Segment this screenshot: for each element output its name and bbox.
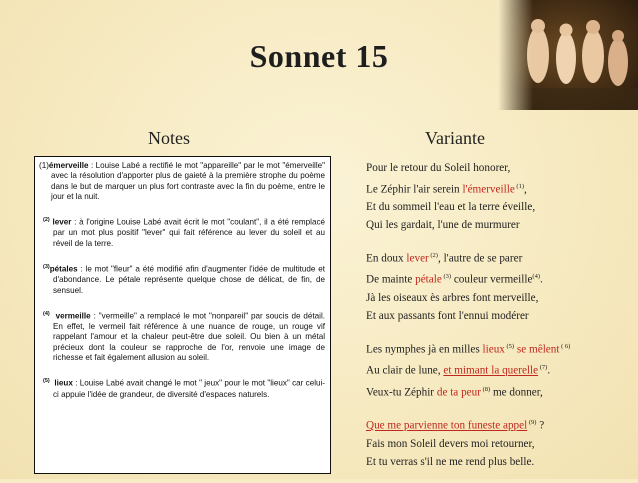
stanza-1 (366, 160, 634, 235)
notes-box (34, 156, 331, 474)
highlighted-word: se mêlent (514, 343, 560, 356)
note-item (39, 264, 325, 296)
poem-line: Que me parvienne ton funeste appel $^{(9)}$ ? (366, 419, 545, 432)
note-number: (3) (43, 264, 50, 271)
poem-line: Pour le retour du Soleil honorer, (366, 162, 511, 174)
highlighted-word: pétale (415, 274, 442, 287)
highlighted-word: l'émerveille (462, 183, 515, 196)
note-term: lieux (54, 379, 73, 389)
painting-image (498, 0, 638, 110)
note-text: : Louise Labé a rectifié le mot "appareille" par le mot "émerveille" avec la résolution d'apporter plus de gaieté à la première strophe du poème dans le but de marquer un plus fort contraste avec la fin du poème, entre le jour et la nuit. (51, 161, 325, 202)
poem-line: Et aux passants font l'ennui modérer (366, 309, 529, 322)
stanza-3 (366, 338, 634, 403)
note-text: : le mot "fleur" a été modifié afin d'augmenter l'idée de multitude et d'abondance. Le pétale représente quelque chose de délicat, de fin, de sensuel. (53, 264, 325, 295)
poem-line: Et du sommeil l'eau et la terre éveille, (366, 201, 536, 214)
variante-heading: Variante (425, 128, 485, 148)
poem-line: Qui les gardait, l'une de murmurer (366, 219, 520, 232)
note-term: pétales (49, 264, 78, 274)
notes-heading: Notes (148, 128, 190, 148)
note-number: (4) (43, 310, 50, 317)
poem-line: Veux-tu Zéphir de ta peur $^{(8)}$ me donner, (366, 385, 543, 399)
highlighted-word: et mimant la querelle (443, 364, 539, 377)
poem-line: Les nymphes jà en milles lieux $^{(5)}$ se mêlent $^{( 6)}$ (366, 342, 571, 356)
highlighted-word: Que me parvienne ton funeste appel (366, 419, 528, 432)
highlighted-word: de ta peur (436, 386, 481, 399)
note-term: lever (52, 218, 72, 228)
note-item (39, 378, 325, 399)
note-number: (1) (39, 161, 49, 170)
note-number: (5) (43, 378, 50, 385)
highlighted-word: lever (406, 252, 429, 265)
note-text: : Louise Labé avait changé le mot " jeux" pour le mot "lieux" car celui-ci appuie l'idée de grandeur, de diversité d'espaces naturels. (53, 379, 325, 399)
page-title: Sonnet 15 (249, 38, 389, 74)
poem-line: Le Zéphir l'air serein l'émerveille $^{(1)}$, (366, 182, 527, 196)
note-item (39, 161, 325, 202)
note-term: vermeille (55, 311, 91, 321)
stanza-4 (366, 414, 634, 471)
note-text: : "vermeille" a remplacé le mot "nonpareil" par soucis de détail. En effet, le vermeil fait référence à une nuance de rouge, un rouge vif rappelant l'amour et la chaleur peut-être due soleil. Ou bien à un métal précieux dont la couleur se rapproche de l'or, renvoie une image de richesse et fait également allusion au soleil. (53, 311, 326, 363)
note-number: (2) (43, 217, 50, 224)
stanza-2 (366, 247, 634, 326)
poem-line: De mainte pétale $^{(3)}$ couleur vermeille$^{(4)}$. (366, 273, 543, 287)
poem-line: Au clair de lune, et mimant la querelle $^{(7)}$. (366, 364, 551, 377)
poem-line: Et tu verras s'il ne me rend plus belle. (366, 455, 535, 468)
poem-line: En doux lever $^{(2)}$, l'autre de se parer (366, 251, 523, 265)
note-item (39, 217, 325, 249)
variante-poem (366, 160, 634, 483)
note-term: émerveille (48, 161, 89, 170)
note-text: : à l'origine Louise Labé avait écrit le mot "coulant", il a été remplacé par un mot plus positif "lever" qui fait référence au lever du soleil et au réveil de la terre. (53, 218, 325, 248)
highlighted-word: lieux (482, 343, 505, 356)
note-item (39, 311, 325, 363)
poem-line: Fais mon Soleil devers moi retourner, (366, 437, 535, 450)
poem-line: Jà les oiseaux ès arbres font merveille, (366, 291, 539, 304)
